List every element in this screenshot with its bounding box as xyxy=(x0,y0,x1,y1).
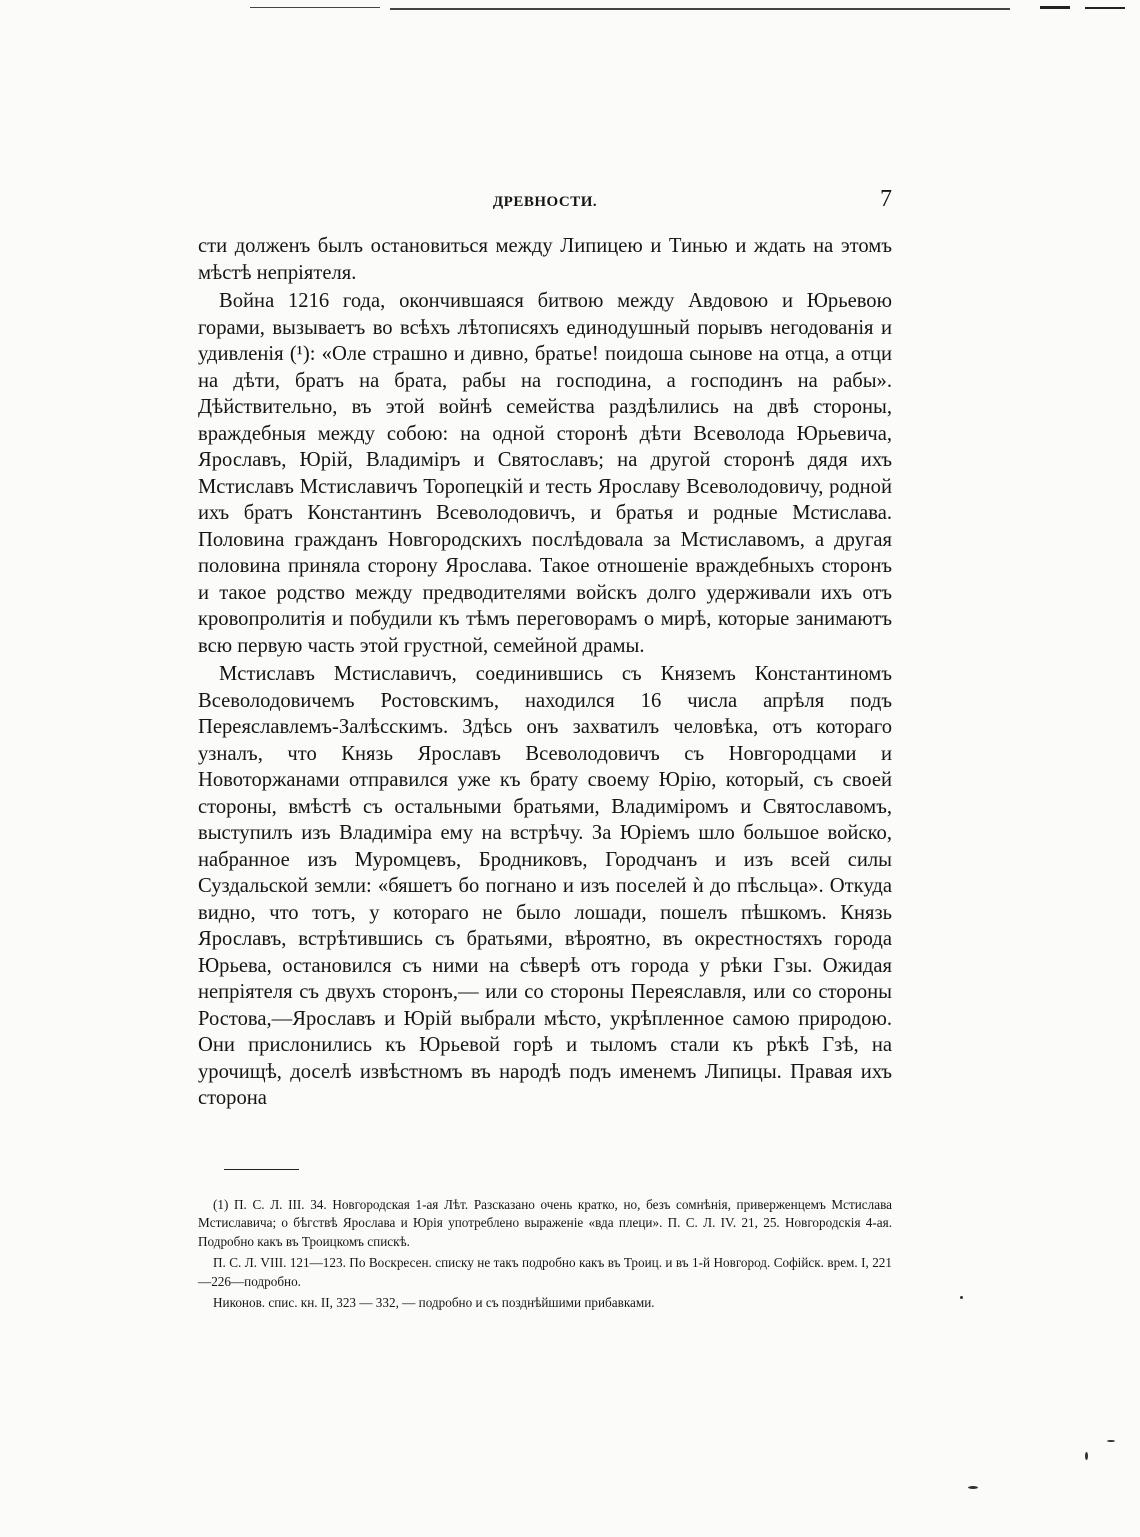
footnote: (1) П. С. Л. III. 34. Новгородская 1-ая Лѣт. Разсказано очень кратко, но, безъ сомнѣнія, приверженцемъ Мстислава Мстиславича; о бѣгствѣ Ярослава и Юрія употреблено выраженіе «вда плеци». П. С. Л. IV. 21, 25. Новгородскія 4-ая. Подробно какъ въ Троицкомъ спискѣ. xyxy=(198,1197,892,1249)
scan-edge-mark xyxy=(1085,7,1125,9)
paragraph: Мстиславъ Мстиславичъ, соединившись съ Княземъ Константиномъ Всеволодовичемъ Ростовскимъ, находился 16 числа апрѣля подъ Переяславлемъ-Залѣсскимъ. Здѣсь онъ захватилъ человѣка, отъ котораго узналъ, что Князь Ярославъ Всеволодовичъ съ Новгородцами и Новоторжанами отправился уже къ брату своему Юрію, который, съ своей стороны, вмѣстѣ съ остальными братьями, Владиміромъ и Святославомъ, выступилъ изъ Владиміра ему на встрѣчу. За Юріемъ шло большое войско, набранное изъ Муромцевъ, Бродниковъ, Городчанъ и изъ всей силы Суздальской земли: «бяшетъ бо погнано и изъ поселей ѝ до пѣсльца». Откуда видно, что тотъ, у котораго не было лошади, пошелъ пѣшкомъ. Князь Ярославъ, встрѣтившись съ братьями, вѣроятно, въ окрестностяхъ города Юрьева, остановился съ ними на сѣверѣ отъ города у рѣки Гзы. Ожидая непріятеля съ двухъ сторонъ,— или со стороны Переяславля, или со стороны Ростова,—Ярославъ и Юрій выбрали мѣсто, укрѣпленное самою природою. Они прислонились къ Юрьевой горѣ и тыломъ стали къ рѣкѣ Гзѣ, на урочищѣ, доселѣ извѣстномъ въ народѣ подъ именемъ Липицы. Правая ихъ сторона xyxy=(198,663,892,1109)
paragraph: Война 1216 года, окончившаяся битвою между Авдовою и Юрьевою горами, вызываетъ во всѣхъ лѣтописяхъ единодушный порывъ негодованія и удивленія (¹): «Оле страшно и дивно, братье! поидоша сынове на отца, а отци на дѣти, братъ на брата, рабы на господина, а господинъ на рабы». Дѣйствительно, въ этой войнѣ семейства раздѣлились на двѣ стороны, враждебныя между собою: на одной сторонѣ дѣти Всеволода Юрьевича, Ярославъ, Юрій, Владиміръ и Святославъ; на другой сторонѣ дядя ихъ Мстиславъ Мстиславичъ Торопецкій и тесть Ярославу Всеволодовичу, родной ихъ братъ Константинъ Всеволодовичъ, и братья и родные Мстислава. Половина гражданъ Новгородскихъ послѣдовала за Мстиславомъ, а другая половина приняла сторону Ярослава. Такое отношеніе враждебныхъ сторонъ и такое родство между предводителями войскъ долго удерживали ихъ отъ кровопролитія и побудили къ тѣмъ переговорамъ о мирѣ, которые занимаютъ всю первую часть этой грустной, семейной драмы. xyxy=(198,290,892,657)
footnotes xyxy=(198,1196,892,1315)
footnote: П. С. Л. VIII. 121—123. По Воскресен. списку не такъ подробно какъ въ Троиц. и въ 1-й Новгород. Софійск. врем. I, 221—226—подробно. xyxy=(198,1255,892,1289)
scan-speck xyxy=(960,1296,963,1299)
main-text xyxy=(198,233,892,1114)
scan-edge-line xyxy=(390,8,1010,10)
page-header xyxy=(198,186,892,216)
running-head: ДРЕВНОСТИ. xyxy=(492,194,598,210)
footnote: Никонов. спис. кн. II, 323 — 332, — подробно и съ позднѣйшими прибавками. xyxy=(213,1295,655,1311)
scan-edge-line xyxy=(250,7,380,8)
footnote-divider xyxy=(224,1169,299,1170)
scan-speck xyxy=(968,1486,978,1489)
scan-speck xyxy=(1107,1440,1115,1442)
page-number: 7 xyxy=(880,186,892,212)
scan-speck xyxy=(1085,1452,1088,1460)
paragraph: сти долженъ былъ остановиться между Липицею и Тинью и ждать на этомъ мѣстѣ непріятеля. xyxy=(198,235,892,284)
scan-edge-mark xyxy=(1040,6,1070,9)
